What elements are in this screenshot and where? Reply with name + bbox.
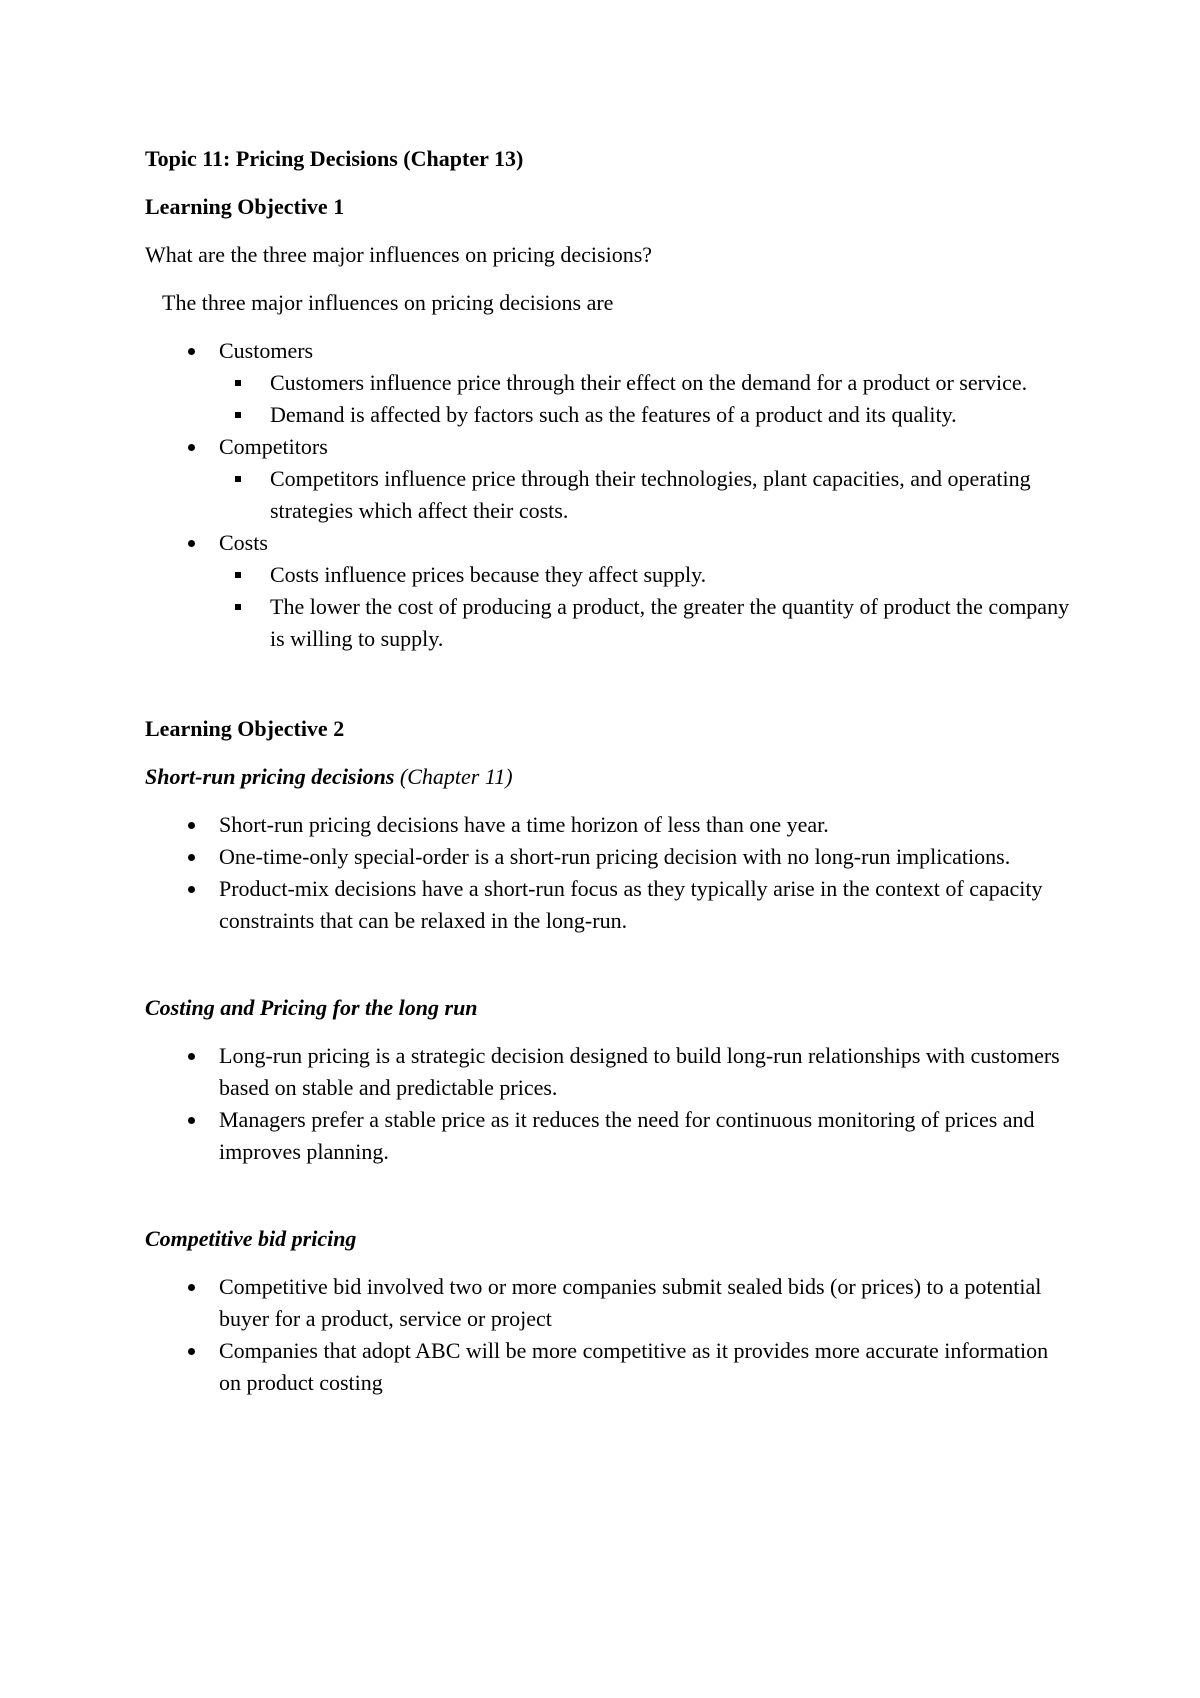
list-item (145, 841, 1075, 873)
list-item-text: Product-mix decisions have a short-run focus as they typically arise in the context of capacity constraints that can be relaxed in the long-run. (219, 876, 1043, 933)
bullet-icon (188, 444, 195, 451)
list-item-competitors (145, 431, 1075, 527)
list-item (145, 809, 1075, 841)
bullet-icon (188, 348, 195, 355)
document-title: Topic 11: Pricing Decisions (Chapter 13) (145, 146, 524, 171)
list-item-costs (145, 527, 1075, 655)
long-run-list (145, 1040, 1075, 1168)
short-run-list (145, 809, 1075, 937)
list-item-text: Long-run pricing is a strategic decision designed to build long-run relationships with customers based on stable and predictable prices. (219, 1043, 1060, 1100)
bullet-icon (188, 1348, 195, 1355)
list-item-text: Competitive bid involved two or more companies submit sealed bids (or prices) to a potential buyer for a product, service or project (219, 1274, 1042, 1331)
bullet-icon (188, 540, 195, 547)
list-item-text: Short-run pricing decisions have a time horizon of less than one year. (219, 812, 829, 837)
lo1-intro: The three major influences on pricing decisions are (162, 290, 614, 315)
sub-list-item (145, 399, 1075, 431)
sub-list (145, 559, 1075, 655)
sub-item-text: Competitors influence price through their technologies, plant capacities, and operating strategies which affect their costs. (270, 466, 1031, 523)
short-run-heading (145, 761, 1075, 793)
sub-item-text: The lower the cost of producing a product, the greater the quantity of product the company is willing to supply. (270, 594, 1070, 651)
sub-list (145, 367, 1075, 431)
competitive-bid-list (145, 1271, 1075, 1399)
bullet-icon (188, 886, 195, 893)
bullet-icon (188, 1053, 195, 1060)
list-item-label: Costs (219, 530, 268, 555)
list-item (145, 1040, 1075, 1104)
sub-item-text: Costs influence prices because they affect supply. (270, 562, 707, 587)
influences-list (145, 335, 1075, 655)
list-item (145, 1335, 1075, 1399)
sub-item-text: Demand is affected by factors such as the features of a product and its quality. (270, 402, 957, 427)
list-item-label: Customers (219, 338, 314, 363)
sub-list (145, 463, 1075, 527)
bullet-icon (188, 854, 195, 861)
lo1-heading: Learning Objective 1 (145, 194, 345, 219)
document-page (145, 143, 1075, 1399)
lo2-heading: Learning Objective 2 (145, 716, 345, 741)
short-run-heading-paren: (Chapter 11) (399, 764, 513, 789)
square-bullet-icon (235, 572, 241, 578)
square-bullet-icon (235, 380, 241, 386)
sub-list-item (145, 591, 1075, 655)
long-run-heading: Costing and Pricing for the long run (145, 995, 478, 1020)
list-item (145, 1104, 1075, 1168)
list-item (145, 1271, 1075, 1335)
list-item-text: Managers prefer a stable price as it reduces the need for continuous monitoring of prices and improves planning. (219, 1107, 1035, 1164)
competitive-bid-heading: Competitive bid pricing (145, 1226, 357, 1251)
square-bullet-icon (235, 604, 241, 610)
lo1-question: What are the three major influences on pricing decisions? (145, 242, 653, 267)
square-bullet-icon (235, 476, 241, 482)
sub-list-item (145, 559, 1075, 591)
sub-list-item (145, 463, 1075, 527)
list-item-label: Competitors (219, 434, 328, 459)
list-item-text: One-time-only special-order is a short-run pricing decision with no long-run implications. (219, 844, 1011, 869)
sub-list-item (145, 367, 1075, 399)
list-item-customers (145, 335, 1075, 431)
bullet-icon (188, 822, 195, 829)
short-run-heading-text: Short-run pricing decisions (145, 764, 395, 789)
bullet-icon (188, 1117, 195, 1124)
sub-item-text: Customers influence price through their effect on the demand for a product or service. (270, 370, 1028, 395)
list-item (145, 873, 1075, 937)
list-item-text: Companies that adopt ABC will be more competitive as it provides more accurate information on product costing (219, 1338, 1049, 1395)
bullet-icon (188, 1284, 195, 1291)
square-bullet-icon (235, 412, 241, 418)
